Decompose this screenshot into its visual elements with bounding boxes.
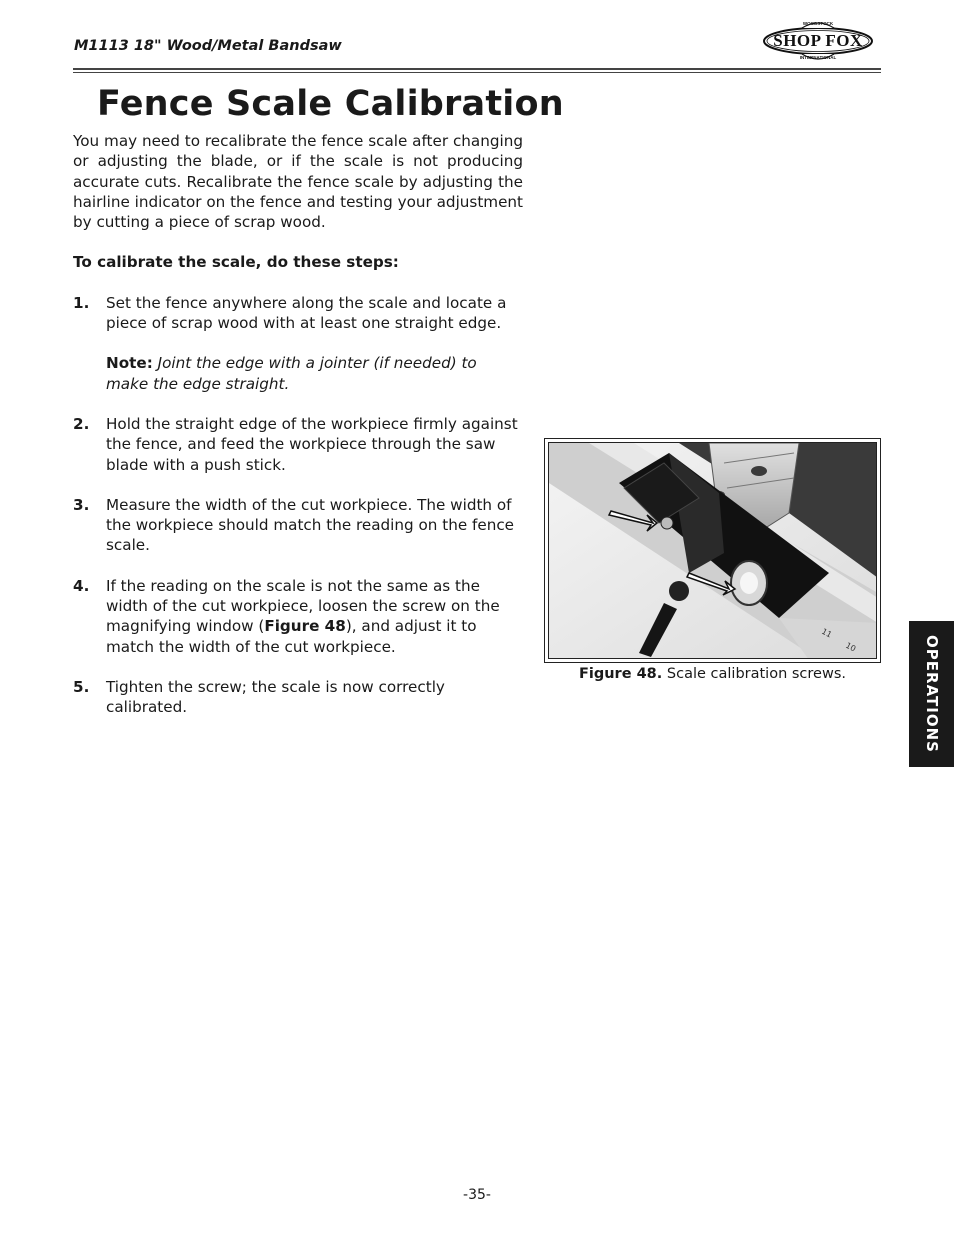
figure-reference: Figure 48 — [264, 617, 346, 636]
steps-lead: To calibrate the scale, do these steps: — [73, 253, 399, 272]
page-number: -35- — [463, 1187, 491, 1203]
step-text: Hold the straight edge of the workpiece firmly against the fence, and feed the workpiece through the saw blade with a push stick. — [106, 414, 518, 474]
step-text-after: ), and adjust it to match the width of the cut workpiece. — [106, 617, 477, 656]
shop-fox-logo — [762, 18, 874, 64]
section-side-tab — [909, 621, 954, 767]
figure-photo — [548, 442, 877, 659]
main-column — [73, 131, 523, 738]
step-text: Measure the width of the cut workpiece. The width of the workpiece should match the reading on the fence scale. — [106, 495, 515, 555]
header-rule-thin — [73, 72, 881, 73]
step-text: Set the fence anywhere along the scale and locate a piece of scrap wood with at least one straight edge. — [106, 293, 507, 333]
step-number: 4. — [73, 576, 90, 595]
section-tab-label: OPERATIONS — [922, 635, 941, 753]
note — [106, 353, 523, 394]
scale-mark-11: 11 — [820, 626, 834, 640]
intro-paragraph: You may need to recalibrate the fence scale after changing or adjusting the blade, or if the scale is not producing accurate cuts. Recalibrate the fence scale by adjusting the hairline indicator on the fence and testing your adjustment by cutting a piece of scrap wood. — [73, 132, 523, 232]
step-text-before: If the reading on the scale is not the same as the width of the cut workpiece, loosen the screw on the magnifying window ( — [106, 576, 500, 636]
step-1 — [73, 293, 523, 394]
step-text: Tighten the screw; the scale is now correctly calibrated. — [106, 677, 445, 717]
caption-text: Scale calibration screws. — [666, 666, 846, 682]
note-label: Note: — [106, 354, 153, 373]
note-text: Joint the edge with a jointer (if needed) to make the edge straight. — [106, 354, 477, 393]
header-rule-thick — [73, 68, 881, 70]
logo-top-text: WOODSTOCK — [802, 21, 834, 26]
step-number: 3. — [73, 495, 90, 514]
step-number: 2. — [73, 414, 90, 433]
logo-bottom-text: INTERNATIONAL — [799, 55, 837, 60]
step-2 — [73, 414, 523, 475]
scale-mark-10: 10 — [844, 640, 858, 654]
step-5 — [73, 677, 523, 718]
figure-caption — [544, 666, 881, 682]
step-number: 1. — [73, 293, 90, 312]
manual-title: M1113 18" Wood/Metal Bandsaw — [74, 38, 342, 54]
figure-48 — [544, 438, 881, 663]
step-text — [106, 576, 523, 657]
logo-brand-text: SHOP FOX — [773, 31, 863, 50]
step-4 — [73, 576, 523, 657]
caption-label: Figure 48. — [578, 666, 663, 682]
page-title: Fence Scale Calibration — [97, 84, 564, 124]
step-number: 5. — [73, 677, 90, 696]
step-3 — [73, 495, 523, 556]
fence-scale-photo-illustration — [549, 443, 877, 659]
